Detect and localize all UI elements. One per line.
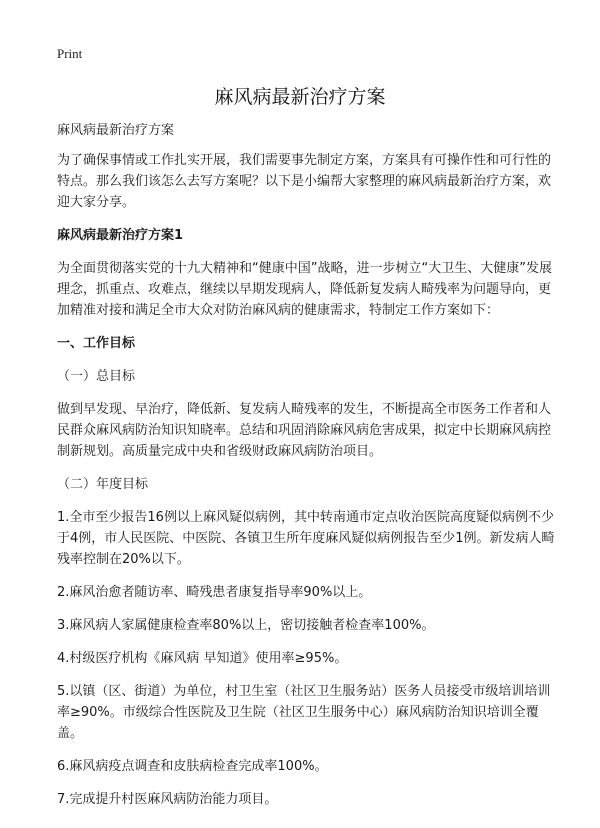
- section-heading: 麻风病最新治疗方案1: [57, 228, 184, 243]
- annual-goal-heading: （二）年度目标: [57, 477, 149, 492]
- annual-goal-item: 6.麻风病疫点调查和皮肤病检查完成率100%。: [57, 759, 328, 774]
- annual-goal-item: 5.以镇（区、街道）为单位，村卫生室（社区卫生服务站）医务人员接受市级培训培训率≥90%。市级综合性医院及卫生院（社区卫生服务中心）麻风病防治知识培训全覆盖。: [57, 684, 551, 741]
- goals-heading: 一、工作目标: [57, 336, 136, 351]
- annual-goal-item: 2.麻风治愈者随访率、畸残患者康复指导率90%以上。: [57, 585, 372, 600]
- annual-goal-item: 3.麻风病人家属健康检查率80%以上，密切接触者检查率100%。: [57, 618, 435, 633]
- section-intro-paragraph: 为全面贯彻落实党的十九大精神和“健康中国”战略，进一步树立“大卫生、大健康”发展理念，抓重点、攻难点，继续以早期发现病人，降低新复发病人畸残率为问题导向，更加精准对接和满足全市大众对防治麻风病的健康需求，特制定工作方案如下：: [57, 261, 552, 318]
- document-title: 麻风病最新治疗方案: [214, 86, 386, 108]
- print-link[interactable]: Print: [57, 46, 83, 61]
- overall-goal-paragraph: 做到早发现、早治疗，降低新、复发病人畸残率的发生，不断提高全市医务工作者和人民群众麻风病防治知识知晓率。总结和巩固消除麻风病危害成果，拟定中长期麻风病控制新规划。高质量完成中央和省级财政麻风病防治项目。: [57, 402, 552, 459]
- document-subtitle: 麻风病最新治疗方案: [57, 123, 175, 138]
- annual-goal-item: 7.完成提升村医麻风病防治能力项目。: [57, 792, 278, 807]
- annual-goal-item: 4.村级医疗机构《麻风病 早知道》使用率≥95%。: [57, 651, 348, 666]
- annual-goal-item: 1.全市至少报告16例以上麻风疑似病例，其中转南通市定点收治医院高度疑似病例不少于4例，市人民医院、中医院、各镇卫生所年度麻风疑似病例报告至少1例。新发病人畸残率控制在20%以下。: [57, 510, 555, 567]
- document-body: [57, 120, 555, 822]
- intro-paragraph: 为了确保事情或工作扎实开展，我们需要事先制定方案，方案具有可操作性和可行性的特点。那么我们该怎么去写方案呢？以下是小编帮大家整理的麻风病最新治疗方案，欢迎大家分享。: [57, 153, 552, 210]
- overall-goal-heading: （一）总目标: [57, 369, 136, 384]
